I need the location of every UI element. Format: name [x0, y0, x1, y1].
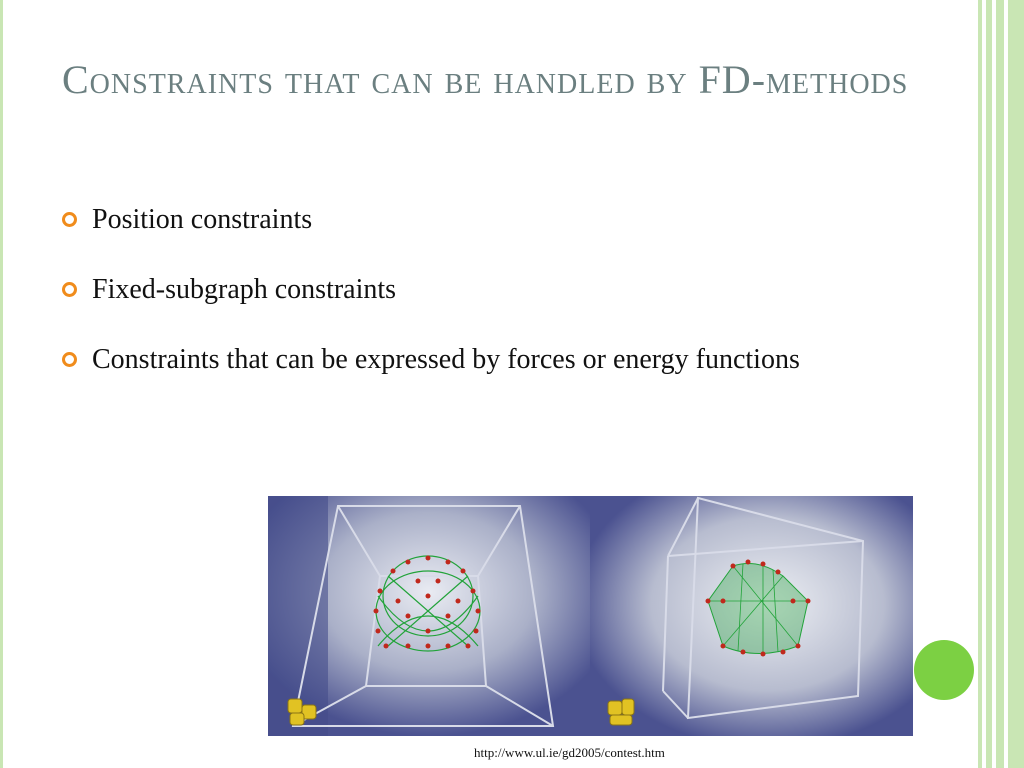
right-decor-band	[986, 0, 992, 768]
bullet-list	[62, 196, 862, 406]
figure-source-link[interactable]: http://www.ul.ie/gd2005/contest.htm	[474, 745, 665, 760]
bullet-text: Fixed-subgraph constraints	[92, 274, 397, 305]
left-graph-panel	[268, 496, 590, 736]
slide-title: Constraints that can be handled by FD-methods	[62, 57, 909, 102]
bullet-item	[62, 336, 862, 384]
bullet-item	[62, 266, 862, 314]
right-decor-band	[996, 0, 1004, 768]
right-graph-panel	[590, 496, 913, 736]
bullet-text: Constraints that can be expressed by forces or energy functions	[92, 344, 800, 375]
bullet-item	[62, 196, 862, 244]
right-decor-band	[1008, 0, 1024, 768]
left-border-rule	[0, 0, 3, 768]
bullet-icon	[62, 282, 77, 297]
bullet-text: Position constraints	[92, 204, 313, 235]
bullet-icon	[62, 212, 77, 227]
bullet-icon	[62, 352, 77, 367]
right-decor-band	[978, 0, 982, 768]
graph-figure	[268, 496, 913, 736]
decorative-green-circle	[914, 640, 974, 700]
